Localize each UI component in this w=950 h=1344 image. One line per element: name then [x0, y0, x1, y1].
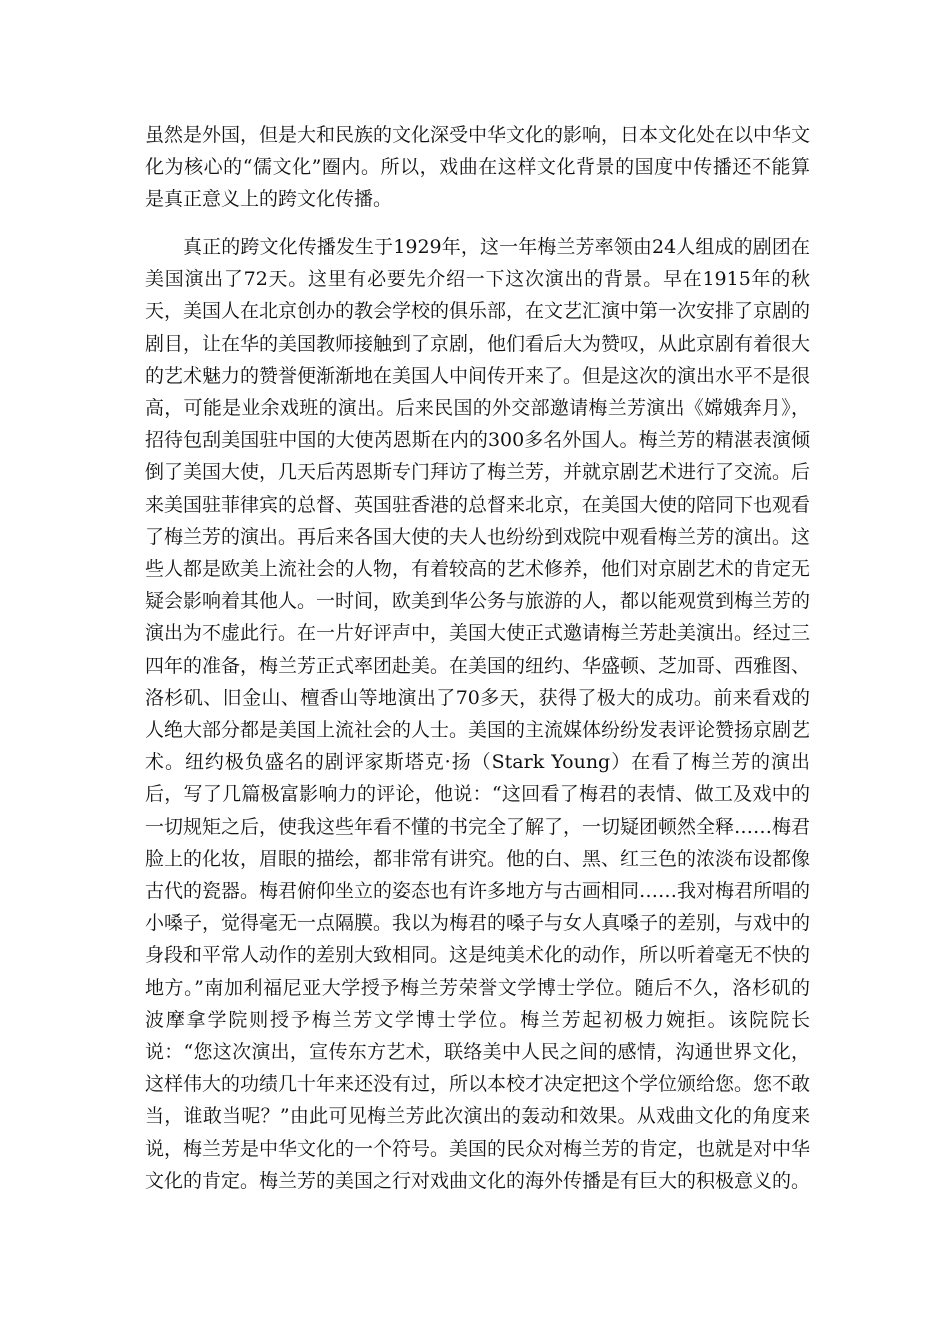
paragraph-2: 真正的跨文化传播发生于1929年，这一年梅兰芳率领由24人组成的剧团在美国演出了72天。这里有必要先介绍一下这次演出的背景。早在1915年的秋天，美国人在北京创办的教会学校的俱乐部，在文艺汇演中第一次安排了京剧的剧目，让在华的美国教师接触到了京剧，他们看后大为赞叹，从此京剧有着很大的艺术魅力的赞誉便渐渐地在美国人中间传开来了。但是这次的演出水平不是很高，可能是业余戏班的演出。后来民国的外交部邀请梅兰芳演出《嫦娥奔月》，招待包刮美国驻中国的大使芮恩斯在内的300多名外国人。梅兰芳的精湛表演倾倒了美国大使，几天后芮恩斯专门拜访了梅兰芳，并就京剧艺术进行了交流。后来美国驻菲律宾的总督、英国驻香港的总督来北京，在美国大使的陪同下也观看了梅兰芳的演出。再后来各国大使的夫人也纷纷到戏院中观看梅兰芳的演出。这些人都是欧美上流社会的人物，有着较高的艺术修养，他们对京剧艺术的肯定无疑会影响着其他人。一时间，欧美到华公务与旅游的人，都以能观赏到梅兰芳的演出为不虚此行。在一片好评声中，美国大使正式邀请梅兰芳赴美演出。经过三四年的准备，梅兰芳正式率团赴美。在美国的纽约、华盛顿、芝加哥、西雅图、洛杉矶、旧金山、檀香山等地演出了70多天，获得了极大的成功。前来看戏的人绝大部分都是美国上流社会的人士。美国的主流媒体纷纷发表评论赞扬京剧艺术。纽约极负盛名的剧评家斯塔克·扬（Stark Young）在看了梅兰芳的演出后，写了几篇极富影响力的评论，他说：“这回看了梅君的表情、做工及戏中的一切规矩之后，使我这些年看不懂的书完全了解了，一切疑团顿然全释……梅君脸上的化妆，眉眼的描绘，都非常有讲究。他的白、黑、红三色的浓淡布设都像古代的瓷器。梅君俯仰坐立的姿态也有许多地方与古画相同……我对梅君所唱的小嗓子，觉得毫无一点隔膜。我以为梅君的嗓子与女人真嗓子的差别，与戏中的身段和平常人动作的差别大致相同。这是纯美术化的动作，所以听着毫无不快的地方。”南加利福尼亚大学授予梅兰芳荣誉文学博士学位。随后不久，洛杉矶的波摩拿学院则授予梅兰芳文学博士学位。梅兰芳起初极力婉拒。该院院长说：“您这次演出，宣传东方艺术，联络美中人民之间的感情，沟通世界文化，这样伟大的功绩几十年来还没有过，所以本校才决定把这个学位颁给您。您不敢当，谁敢当呢？”由此可见梅兰芳此次演出的轰动和效果。从戏曲文化的角度来说，梅兰芳是中华文化的一个符号。美国的民众对梅兰芳的肯定，也就是对中华文化的肯定。梅兰芳的美国之行对戏曲文化的海外传播是有巨大的积极意义的。	[145, 236, 811, 1192]
paragraph-1: 虽然是外国，但是大和民族的文化深受中华文化的影响，日本文化处在以中华文化为核心的“儒文化”圈内。所以，戏曲在这样文化背景的国度中传播还不能算是真正意义上的跨文化传播。	[145, 124, 811, 211]
